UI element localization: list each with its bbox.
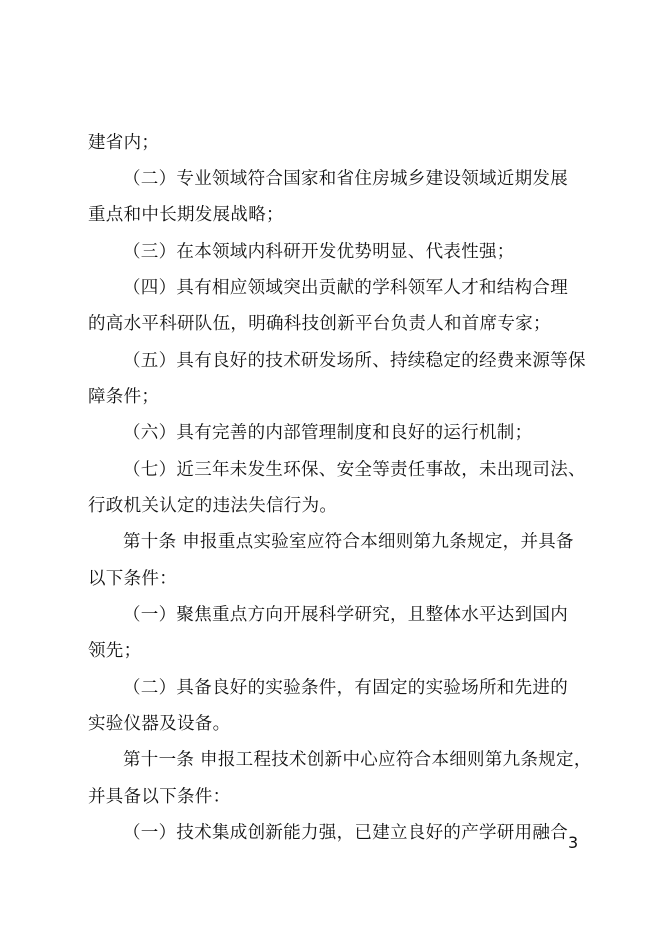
text-line: （二）专业领域符合国家和省住房城乡建设领域近期发展 — [123, 169, 568, 189]
text-line: 重点和中长期发展战略； — [88, 205, 284, 225]
text-line: 建省内； — [88, 133, 160, 153]
text-line: 第十一条 申报工程技术创新中心应符合本细则第九条规定， — [123, 750, 592, 770]
text-line: 并具备以下条件： — [88, 787, 231, 807]
text-line: （二）具备良好的实验条件，有固定的实验场所和先进的 — [123, 678, 568, 698]
text-line: （四）具有相应领域突出贡献的学科领军人才和结构合理 — [123, 278, 568, 298]
text-line: （七）近三年未发生环保、安全等责任事故，未出现司法、 — [123, 460, 586, 480]
text-line: 实验仪器及设备。 — [88, 714, 231, 734]
text-line: （六）具有完善的内部管理制度和良好的运行机制； — [123, 423, 533, 443]
text-line: 障条件； — [88, 387, 160, 407]
text-line: （三）在本领域内科研开发优势明显、代表性强； — [123, 242, 515, 262]
text-line: （五）具有良好的技术研发场所、持续稳定的经费来源等保 — [123, 351, 586, 371]
page-number: 3 — [568, 833, 579, 852]
text-line: （一）技术集成创新能力强，已建立良好的产学研用融合 — [123, 823, 568, 843]
text-line: （一）聚焦重点方向开展科学研究，且整体水平达到国内 — [123, 605, 568, 625]
text-line: 领先； — [88, 641, 142, 661]
text-line: 以下条件： — [88, 569, 177, 589]
text-line: 行政机关认定的违法失信行为。 — [88, 496, 338, 516]
text-line: 的高水平科研队伍，明确科技创新平台负责人和首席专家； — [88, 314, 551, 334]
text-line: 第十条 申报重点实验室应符合本细则第九条规定，并具备 — [123, 532, 574, 552]
